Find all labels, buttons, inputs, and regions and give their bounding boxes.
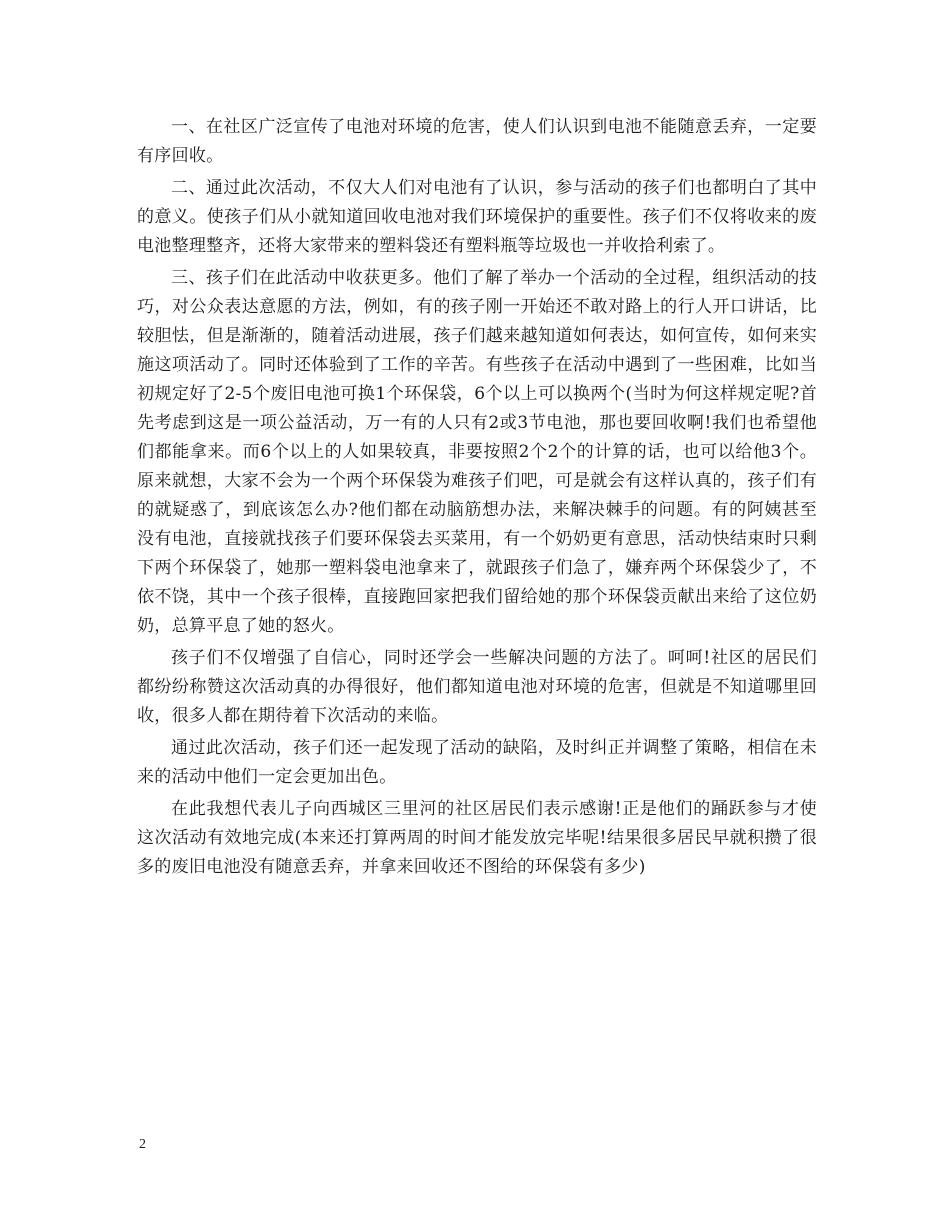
paragraph-1: 一、在社区广泛宣传了电池对环境的危害，使人们认识到电池不能随意丢弃，一定要有序回收。 [137,117,817,166]
document-body [137,113,817,882]
page-number: 2 [139,1137,146,1152]
paragraph-4: 孩子们不仅增强了自信心，同时还学会一些解决问题的方法了。呵呵!社区的居民们都纷纷称赞这次活动真的办得很好，他们都知道电池对环境的危害，但就是不知道哪里回收，很多人都在期待着下次活动的来临。 [137,648,817,726]
paragraph-5: 通过此次活动，孩子们还一起发现了活动的缺陷，及时纠正并调整了策略，相信在未来的活动中他们一定会更加出色。 [137,738,817,787]
paragraph-6: 在此我想代表儿子向西城区三里河的社区居民们表示感谢!正是他们的踊跃参与才使这次活动有效地完成(本来还打算两周的时间才能发放完毕呢!结果很多居民早就积攒了很多的废旧电池没有随意丢弃，并拿来回收还不图给的环保袋有多少) [137,799,817,877]
paragraph-3: 三、孩子们在此活动中收获更多。他们了解了举办一个活动的全过程，组织活动的技巧，对公众表达意愿的方法，例如，有的孩子刚一开始还不敢对路上的行人开口讲话，比较胆怯，但是渐渐的，随着活动进展，孩子们越来越知道如何表达，如何宣传，如何来实施这项活动了。同时还体验到了工作的辛苦。有些孩子在活动中遇到了一些困难，比如当初规定好了2-5个废旧电池可换1个环保袋，6个以上可以换两个(当时为何这样规定呢?首先考虑到这是一项公益活动，万一有的人只有2或3节电池，那也要回收啊!我们也希望他们都能拿来。而6个以上的人如果较真，非要按照2个2个的计算的话，也可以给他3个。原来就想，大家不会为一个两个环保袋为难孩子们吧，可是就会有这样认真的，孩子们有的就疑惑了，到底该怎么办?他们都在动脑筋想办法，来解决棘手的问题。有的阿姨甚至没有电池，直接就找孩子们要环保袋去买菜用，有一个奶奶更有意思，活动快结束时只剩下两个环保袋了，她那一塑料袋电池拿来了，就跟孩子们急了，嫌弃两个环保袋少了，不依不饶，其中一个孩子很棒，直接跑回家把我们留给她的那个环保袋贡献出来给了这位奶奶，总算平息了她的怒火。 [137,268,817,636]
paragraph-2: 二、通过此次活动，不仅大人们对电池有了认识，参与活动的孩子们也都明白了其中的意义。使孩子们从小就知道回收电池对我们环境保护的重要性。孩子们不仅将收来的废电池整理整齐，还将大家带来的塑料袋还有塑料瓶等垃圾也一并收拾利索了。 [137,178,817,256]
